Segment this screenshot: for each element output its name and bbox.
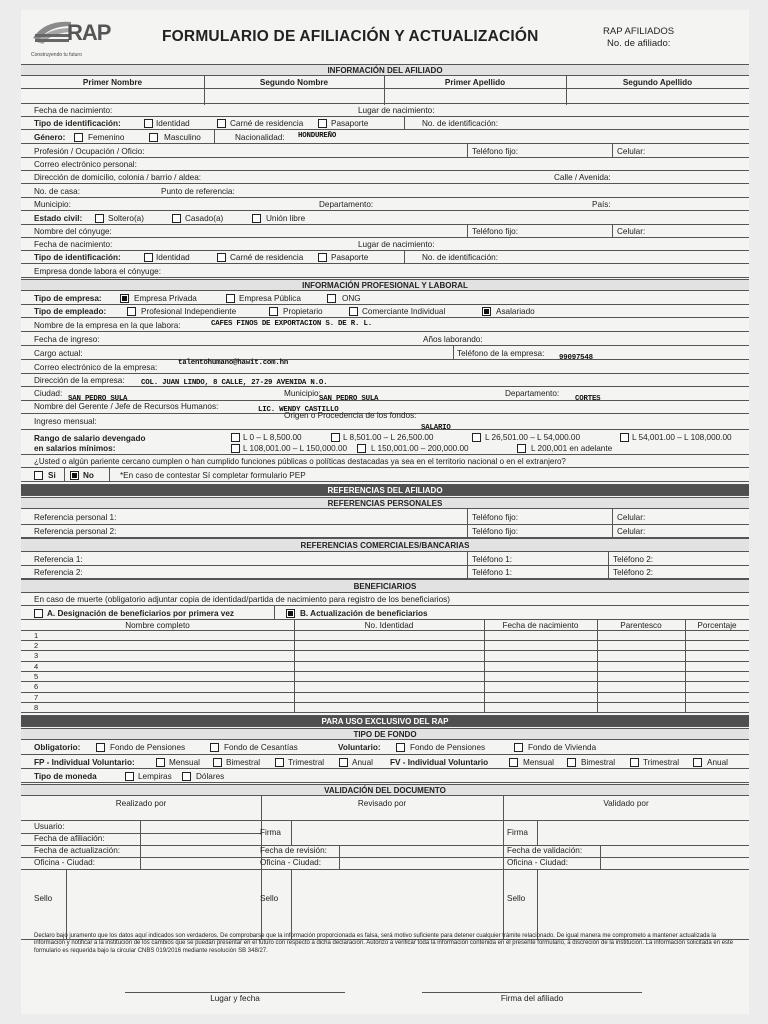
vol-pensiones-checkbox[interactable] — [396, 743, 405, 752]
fp-mensual-label: Mensual — [169, 758, 200, 767]
fp-bimestral-checkbox[interactable] — [213, 758, 222, 767]
rango-5-label: L 108,001.00 – L 150,000.00 — [243, 444, 348, 453]
tipo-moneda-label: Tipo de moneda — [34, 772, 97, 781]
empresa-privada-label: Empresa Privada — [134, 294, 197, 303]
empresa-publica-label: Empresa Pública — [239, 294, 301, 303]
rango-6-label: L 150,001.00 – 200,000.00 — [371, 444, 469, 453]
identidad-checkbox[interactable] — [144, 119, 153, 128]
conyuge-telefono-label: Teléfono fijo: — [472, 227, 518, 236]
conyuge-fecha-label: Fecha de nacimiento: — [34, 240, 113, 249]
section-profesional: INFORMACIÓN PROFESIONAL Y LABORAL — [21, 279, 749, 291]
table-row[interactable] — [21, 672, 749, 682]
direccion-empresa-label: Dirección de la empresa: — [34, 376, 125, 385]
conyuge-carne-checkbox[interactable] — [217, 253, 226, 262]
beneficiarios-nota: En caso de muerte (obligatorio adjuntar copia de identidad/partida de nacimiento para registro de los beneficiarios) — [34, 595, 450, 604]
rap-logo — [31, 16, 121, 56]
row-conyuge-identificacion — [21, 251, 749, 264]
ref2-telefono2-label: Teléfono 2: — [613, 568, 654, 577]
rango-4-label: L 54,001.00 – L 108,000.00 — [632, 433, 732, 442]
gerente-value[interactable]: LIC. WENDY CASTILLO — [258, 406, 339, 414]
dolares-checkbox[interactable] — [182, 772, 191, 781]
referencia-2-label: Referencia 2: — [34, 568, 83, 577]
row-correo[interactable] — [21, 158, 749, 171]
direccion-label: Dirección de domicilio, colonia / barrio / aldea: — [34, 173, 202, 182]
empresa-conyuge-label: Empresa donde labora el cónyuge: — [34, 267, 161, 276]
section-uso-rap: PARA USO EXCLUSIVO DEL RAP — [21, 715, 749, 727]
masculino-label: Masculino — [164, 133, 201, 142]
row-rango-salario — [21, 429, 749, 455]
fv-bimestral-checkbox[interactable] — [567, 758, 576, 767]
vol-pensiones-label: Fondo de Pensiones — [410, 743, 486, 752]
opcion-b-checkbox[interactable] — [286, 609, 295, 618]
gerente-label: Nombre del Gerente / Jefe de Recursos Humanos: — [34, 402, 219, 411]
row-municipio[interactable] — [21, 198, 749, 211]
row-genero — [21, 130, 749, 144]
telefono-empresa-label: Teléfono de la empresa: — [457, 349, 545, 358]
nacionalidad-value[interactable]: HONDUREÑO — [298, 132, 337, 140]
identidad-label: Identidad — [156, 119, 190, 128]
direccion-empresa-value[interactable]: COL. JUAN LINDO, 8 CALLE, 27-29 AVENIDA N.O. — [141, 379, 328, 387]
femenino-label: Femenino — [88, 133, 125, 142]
row-number: 3 — [34, 651, 39, 660]
nombre-conyuge-label: Nombre del cónyuge: — [34, 227, 112, 236]
asalariado-checkbox[interactable] — [482, 307, 491, 316]
pep-no-label: No — [83, 471, 94, 480]
col-fecha-nacimiento: Fecha de nacimiento — [502, 621, 579, 630]
logo-tagline: Construyendo tu futuro — [31, 52, 82, 58]
vol-vivienda-checkbox[interactable] — [514, 743, 523, 752]
row-correo-empresa[interactable] — [21, 360, 749, 374]
revisado-oficina-label: Oficina - Ciudad: — [260, 858, 321, 867]
fp-anual-checkbox[interactable] — [339, 758, 348, 767]
fecha-validacion-label: Fecha de validación: — [507, 846, 583, 855]
row-tipo-empleado — [21, 305, 749, 318]
section-validacion: VALIDACIÓN DEL DOCUMENTO — [21, 784, 749, 796]
masculino-checkbox[interactable] — [149, 133, 158, 142]
realizado-label: Realizado por — [115, 799, 167, 808]
conyuge-carne-label: Carné de residencia — [230, 253, 304, 262]
pasaporte-label: Pasaporte — [331, 119, 369, 128]
profesional-independiente-checkbox[interactable] — [127, 307, 136, 316]
name-columns-header — [21, 76, 749, 89]
telefono-empresa-value[interactable]: 99097548 — [559, 354, 593, 362]
rango-3-checkbox[interactable] — [472, 433, 481, 442]
profesion-label: Profesión / Ocupación / Oficio: — [34, 147, 145, 156]
ingreso-mensual-label: Ingreso mensual: — [34, 417, 97, 426]
correo-empresa-label: Correo electrónico de la empresa: — [34, 363, 158, 372]
row-ref-personal-2[interactable] — [21, 525, 749, 538]
fv-trimestral-checkbox[interactable] — [630, 758, 639, 767]
ref-personal-1-label: Referencia personal 1: — [34, 513, 117, 522]
firma-afiliado-line[interactable] — [422, 992, 642, 993]
rango-2-label: L 8,501.00 – L 26,500.00 — [343, 433, 434, 442]
pep-si-checkbox[interactable] — [34, 471, 43, 480]
logo-text: RAP — [67, 20, 111, 45]
ref-personal-2-label: Referencia personal 2: — [34, 527, 117, 536]
soltero-checkbox[interactable] — [95, 214, 104, 223]
opcion-a-label: A. Designación de beneficiarios por primera vez — [47, 609, 235, 618]
fv-mensual-checkbox[interactable] — [509, 758, 518, 767]
rango-4-checkbox[interactable] — [620, 433, 629, 442]
fecha-actualizacion-label: Fecha de actualización: — [34, 846, 121, 855]
asalariado-label: Asalariado — [496, 307, 535, 316]
voluntario-label: Voluntario: — [338, 743, 381, 752]
table-row[interactable] — [21, 631, 749, 641]
conyuge-pasaporte-checkbox[interactable] — [318, 253, 327, 262]
section-ref-personales: REFERENCIAS PERSONALES — [21, 497, 749, 509]
sello-validado-label: Sello — [507, 894, 526, 903]
row-pep-question — [21, 455, 749, 468]
section-ref-comerciales: REFERENCIAS COMERCIALES/BANCARIAS — [21, 538, 749, 552]
profesional-independiente-label: Profesional Independiente — [141, 307, 237, 316]
ref-p2-telefono-label: Teléfono fijo: — [472, 527, 518, 536]
row-cargo[interactable] — [21, 346, 749, 360]
fv-trimestral-label: Trimestral — [643, 758, 680, 767]
row-profesion[interactable] — [21, 144, 749, 158]
fv-voluntario-label: FV - Individual Voluntario — [390, 758, 489, 767]
firma-afiliado-label: Firma del afiliado — [500, 994, 564, 1003]
tipo-identificacion-label: Tipo de identificación: — [34, 119, 121, 128]
calle-label: Calle / Avenida: — [554, 173, 611, 182]
fp-mensual-checkbox[interactable] — [156, 758, 165, 767]
rango-1-checkbox[interactable] — [231, 433, 240, 442]
origen-fondos-value[interactable]: SALARIO — [421, 424, 451, 432]
fp-voluntario-label: FP - Individual Voluntario: — [34, 758, 135, 767]
pep-no-checkbox[interactable] — [70, 471, 79, 480]
conyuge-pasaporte-label: Pasaporte — [331, 253, 369, 262]
no-casa-label: No. de casa: — [34, 187, 80, 196]
col-segundo-nombre: Segundo Nombre — [259, 78, 329, 87]
referencia-1-label: Referencia 1: — [34, 555, 83, 564]
ref-p1-telefono-label: Teléfono fijo: — [472, 513, 518, 522]
conyuge-celular-label: Celular: — [617, 227, 646, 236]
rap-afiliados-label: RAP AFILIADOS — [603, 26, 675, 37]
municipio-empresa-value[interactable]: SAN PEDRO SULA — [319, 395, 379, 403]
conyuge-lugar-label: Lugar de nacimiento: — [358, 240, 435, 249]
telefono-fijo-label: Teléfono fijo: — [472, 147, 518, 156]
form-page — [21, 10, 749, 1014]
no-identificacion-label: No. de identificación: — [422, 119, 499, 128]
col-primer-apellido: Primer Apellido — [444, 78, 506, 87]
col-parentesco: Parentesco — [620, 621, 662, 630]
row-number: 1 — [34, 631, 39, 640]
row-fondo-obligatorio — [21, 740, 749, 755]
carne-label: Carné de residencia — [230, 119, 304, 128]
row-number: 6 — [34, 682, 39, 691]
fp-anual-label: Anual — [352, 758, 373, 767]
col-primer-nombre: Primer Nombre — [82, 78, 143, 87]
row-tipo-moneda — [21, 769, 749, 783]
femenino-checkbox[interactable] — [74, 133, 83, 142]
section-beneficiarios: BENEFICIARIOS — [21, 579, 749, 593]
usuario-label: Usuario: — [34, 822, 65, 831]
nombre-empresa-label: Nombre de la empresa en la que labora: — [34, 321, 181, 330]
conyuge-tipo-id-label: Tipo de identificación: — [34, 253, 121, 262]
obl-pensiones-label: Fondo de Pensiones — [110, 743, 186, 752]
table-row[interactable] — [21, 682, 749, 693]
row-conyuge[interactable] — [21, 225, 749, 238]
casado-checkbox[interactable] — [172, 214, 181, 223]
rango-5-checkbox[interactable] — [231, 444, 240, 453]
pasaporte-checkbox[interactable] — [318, 119, 327, 128]
validado-oficina-label: Oficina - Ciudad: — [507, 858, 568, 867]
obl-cesantias-label: Fondo de Cesantías — [224, 743, 298, 752]
rango-1-label: L 0 – L 8,500.00 — [243, 433, 302, 442]
casado-label: Casado(a) — [185, 214, 224, 223]
table-row[interactable] — [21, 693, 749, 703]
pep-question: ¿Usted o algún pariente cercano cumplen o han cumplido funciones públicas o políticas destacadas ya sea en el territorio nacional o en el extranjero? — [34, 457, 566, 466]
carne-checkbox[interactable] — [217, 119, 226, 128]
row-ref-personal-1[interactable] — [21, 509, 749, 525]
opcion-a-checkbox[interactable] — [34, 609, 43, 618]
row-ciudad[interactable] — [21, 387, 749, 401]
revisado-label: Revisado por — [357, 799, 407, 808]
fp-bimestral-label: Bimestral — [226, 758, 261, 767]
soltero-label: Soltero(a) — [108, 214, 144, 223]
departamento-empresa-value[interactable]: CORTES — [575, 395, 601, 403]
celular-label: Celular: — [617, 147, 646, 156]
rango-2-checkbox[interactable] — [331, 433, 340, 442]
rango-6-checkbox[interactable] — [357, 444, 366, 453]
sello-revisado-label: Sello — [260, 894, 279, 903]
fv-mensual-label: Mensual — [523, 758, 554, 767]
row-nombre-empresa[interactable] — [21, 318, 749, 332]
row-estado-civil — [21, 211, 749, 225]
pep-note: *En caso de contestar Sí completar formulario PEP — [120, 471, 306, 480]
dolares-label: Dólares — [196, 772, 225, 781]
declaracion-text: Declaro bajo juramento que los datos aquí indicados son verdaderos. De comprobarse que la información proporcionada es falsa, será motivo suficiente para detener cualquier trámite relacionado. De igual manera me comprometo a mantener actualizada la información y notificar a la institución de los cambios que se puedan presentar en el futuro con respecto a dicha declaración. Autorizo a verificar toda la información contenida en el presente formulario, a discreción de la institución. La información solicitada en este formulario es requerida bajo la circular CNBS 019/2016 mediante resolución SB 348/27. — [34, 933, 734, 954]
fecha-nacimiento-label: Fecha de nacimiento: — [34, 106, 113, 115]
section-afiliado: INFORMACIÓN DEL AFILIADO — [21, 64, 749, 76]
fv-anual-label: Anual — [707, 758, 728, 767]
pep-si-label: Si — [48, 471, 56, 480]
row-direccion[interactable] — [21, 171, 749, 184]
ref-p2-celular-label: Celular: — [617, 527, 646, 536]
fecha-revision-label: Fecha de revisión: — [260, 846, 327, 855]
genero-label: Género: — [34, 133, 66, 142]
tipo-empresa-label: Tipo de empresa: — [34, 294, 102, 303]
row-pep-answer — [21, 468, 749, 482]
table-row[interactable] — [21, 662, 749, 672]
union-libre-label: Unión libre — [266, 214, 306, 223]
row-beneficiarios-opciones — [21, 606, 749, 620]
ong-label: ONG — [342, 294, 361, 303]
row-number: 8 — [34, 703, 39, 712]
tipo-empleado-label: Tipo de empleado: — [34, 307, 107, 316]
row-empresa-conyuge[interactable] — [21, 264, 749, 278]
propietario-label: Propietario — [283, 307, 323, 316]
lempiras-label: Lempiras — [138, 772, 172, 781]
row-fecha-ingreso[interactable] — [21, 332, 749, 346]
rango-salario-label-2: en salarios mínimos: — [34, 444, 116, 453]
rango-7-label: L 200,001 en adelante — [531, 444, 613, 453]
validado-label: Validado por — [603, 799, 649, 808]
row-number: 4 — [34, 662, 39, 671]
correo-empresa-value[interactable]: talentohumano@hawit.com.hn — [178, 359, 289, 367]
row-conyuge-fecha[interactable] — [21, 238, 749, 251]
row-referencia-1[interactable] — [21, 552, 749, 566]
comerciante-label: Comerciante Individual — [362, 307, 446, 316]
conyuge-identidad-label: Identidad — [156, 253, 190, 262]
conyuge-identidad-checkbox[interactable] — [144, 253, 153, 262]
empresa-privada-checkbox[interactable] — [120, 294, 129, 303]
form-header — [21, 10, 749, 62]
row-casa[interactable] — [21, 184, 749, 198]
anios-laborando-label: Años laborando: — [423, 335, 483, 344]
revisado-firma-label: Firma — [260, 828, 281, 837]
ref2-telefono1-label: Teléfono 1: — [472, 568, 513, 577]
row-number: 7 — [34, 693, 39, 702]
table-row[interactable] — [21, 651, 749, 662]
vol-vivienda-label: Fondo de Vivienda — [528, 743, 597, 752]
obligatorio-label: Obligatorio: — [34, 743, 81, 752]
correo-label: Correo electrónico personal: — [34, 160, 137, 169]
realizado-oficina-label: Oficina - Ciudad: — [34, 858, 95, 867]
fecha-afiliacion-label: Fecha de afiliación: — [34, 834, 105, 843]
row-fecha-lugar[interactable] — [21, 104, 749, 117]
validado-firma-label: Firma — [507, 828, 528, 837]
punto-referencia-label: Punto de referencia: — [161, 187, 235, 196]
comerciante-checkbox[interactable] — [349, 307, 358, 316]
rap-afiliados-block — [603, 26, 674, 50]
ref-p1-celular-label: Celular: — [617, 513, 646, 522]
table-row[interactable] — [21, 641, 749, 651]
municipio-label: Municipio: — [34, 200, 71, 209]
lempiras-checkbox[interactable] — [125, 772, 134, 781]
col-segundo-apellido: Segundo Apellido — [622, 78, 693, 87]
rango-3-label: L 26,501.00 – L 54,000.00 — [485, 433, 580, 442]
table-row[interactable] — [21, 703, 749, 713]
ciudad-value[interactable]: SAN PEDRO SULA — [68, 395, 128, 403]
validacion-header — [21, 796, 749, 821]
conyuge-no-id-label: No. de identificación: — [422, 253, 499, 262]
nombre-empresa-value[interactable]: CAFES FINOS DE EXPORTACION S. DE R. L. — [211, 320, 372, 328]
page-title: FORMULARIO DE AFILIACIÓN Y ACTUALIZACIÓN — [162, 28, 539, 45]
fecha-ingreso-label: Fecha de ingreso: — [34, 335, 100, 344]
ref1-telefono1-label: Teléfono 1: — [472, 555, 513, 564]
nacionalidad-label: Nacionalidad: — [235, 133, 285, 142]
name-input-row[interactable] — [21, 89, 749, 104]
section-referencias: REFERENCIAS DEL AFILIADO — [21, 484, 749, 496]
opcion-b-label: B. Actualización de beneficiarios — [300, 609, 428, 618]
col-porcentaje: Porcentaje — [697, 621, 737, 630]
row-tipo-identificacion — [21, 117, 749, 130]
propietario-checkbox[interactable] — [269, 307, 278, 316]
departamento-empresa-label: Departamento: — [505, 389, 560, 398]
departamento-label: Departamento: — [319, 200, 374, 209]
municipio-empresa-label: Municipio: — [284, 389, 321, 398]
empresa-publica-checkbox[interactable] — [226, 294, 235, 303]
pais-label: País: — [592, 200, 611, 209]
rango-salario-label: Rango de salario devengado — [34, 434, 146, 443]
fp-trimestral-checkbox[interactable] — [275, 758, 284, 767]
col-no-identidad: No. Identidad — [364, 621, 414, 630]
sello-realizado-label: Sello — [34, 894, 53, 903]
obl-pensiones-checkbox[interactable] — [96, 743, 105, 752]
union-libre-checkbox[interactable] — [252, 214, 261, 223]
ref1-telefono2-label: Teléfono 2: — [613, 555, 654, 564]
row-ingreso[interactable] — [21, 411, 749, 432]
fv-anual-checkbox[interactable] — [693, 758, 702, 767]
ong-checkbox[interactable] — [327, 294, 336, 303]
row-number: 5 — [34, 672, 39, 681]
col-nombre-completo: Nombre completo — [125, 621, 190, 630]
row-tipo-empresa — [21, 291, 749, 305]
lugar-fecha-label: Lugar y fecha — [210, 994, 260, 1003]
section-tipo-fondo: TIPO DE FONDO — [21, 728, 749, 740]
row-referencia-2[interactable] — [21, 566, 749, 579]
row-beneficiarios-nota — [21, 593, 749, 606]
lugar-fecha-line[interactable] — [125, 992, 345, 993]
row-fondo-voluntario — [21, 755, 749, 769]
fp-trimestral-label: Trimestral — [288, 758, 325, 767]
ciudad-label: Ciudad: — [34, 389, 63, 398]
estado-civil-label: Estado civil: — [34, 214, 83, 223]
cargo-actual-label: Cargo actual: — [34, 349, 83, 358]
rango-7-checkbox[interactable] — [517, 444, 526, 453]
lugar-nacimiento-label: Lugar de nacimiento: — [358, 106, 435, 115]
row-number: 2 — [34, 641, 39, 650]
origen-fondos-label: Origen o Procedencia de los fondos: — [284, 411, 417, 420]
fv-bimestral-label: Bimestral — [581, 758, 616, 767]
beneficiarios-table-header — [21, 620, 749, 631]
no-afiliado-label: No. de afiliado: — [607, 38, 671, 49]
obl-cesantias-checkbox[interactable] — [210, 743, 219, 752]
row-direccion-empresa[interactable] — [21, 374, 749, 387]
